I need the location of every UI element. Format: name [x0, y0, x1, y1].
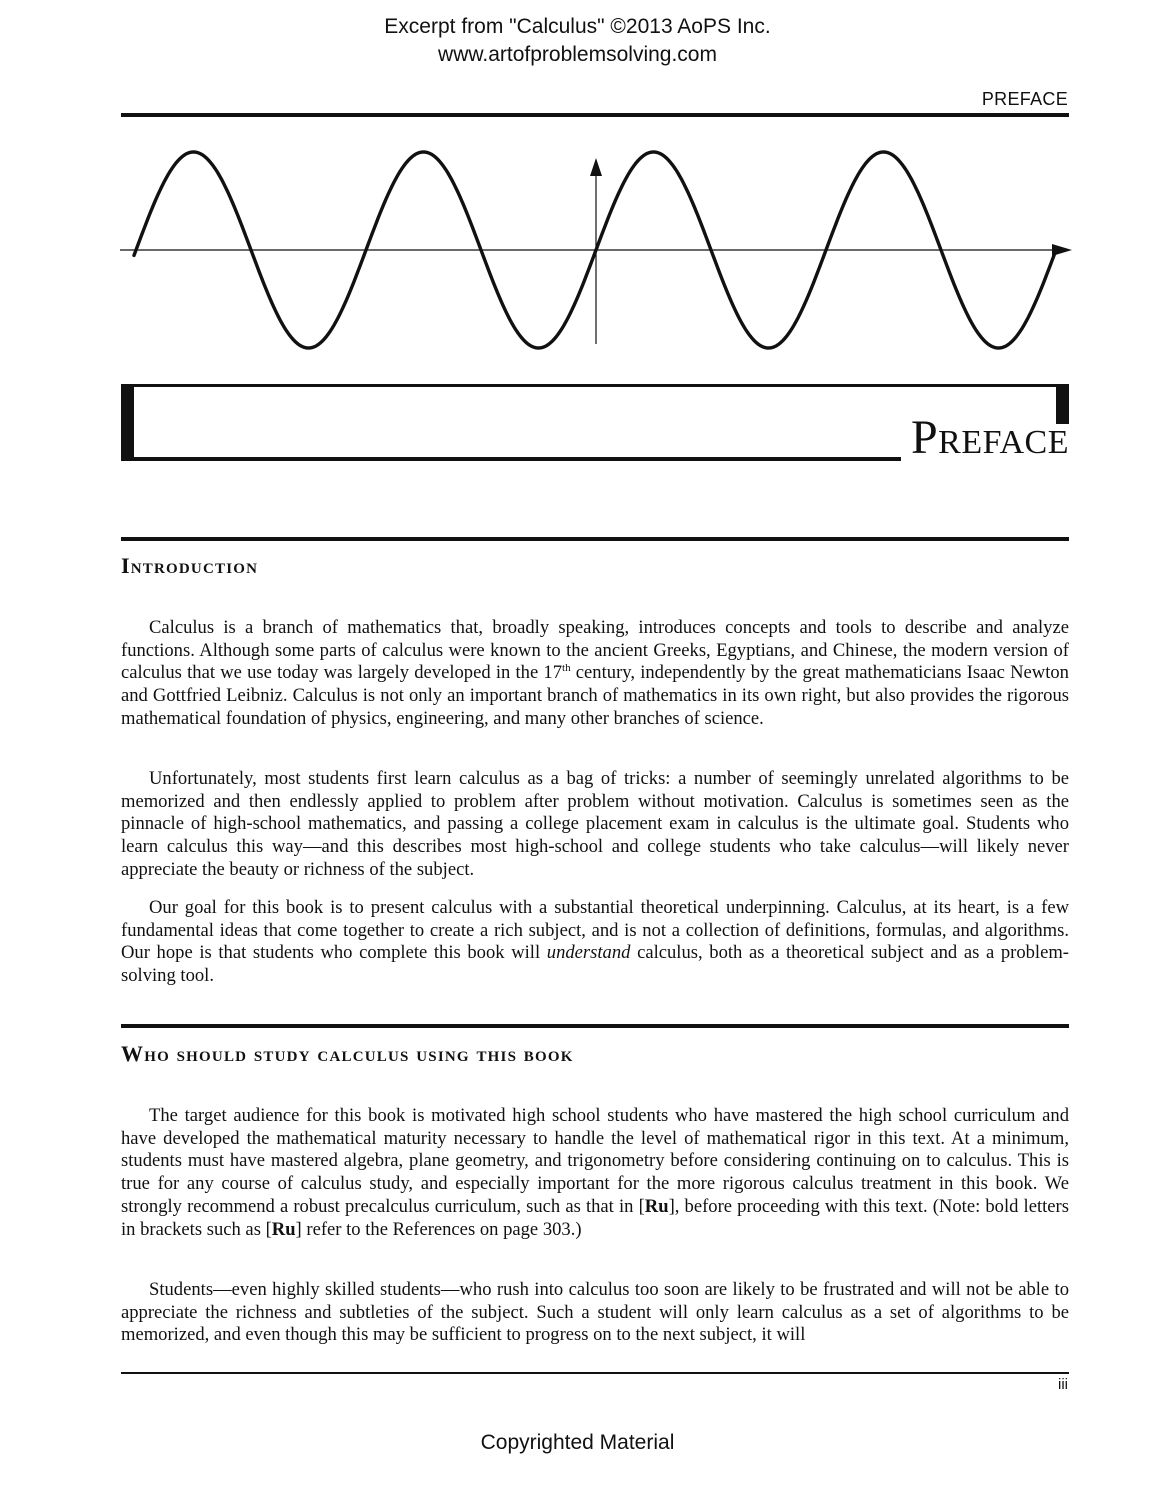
frame-top-line [121, 384, 1069, 387]
section-rule-introduction [121, 537, 1069, 541]
superscript: th [562, 662, 571, 675]
paragraph-text: ], before proceeding with this text. (Note: bold letters in brackets such as [ [121, 1195, 1069, 1240]
page-number: iii [1058, 1376, 1068, 1393]
y-axis-arrowhead [590, 158, 602, 176]
reference-citation: Ru [644, 1195, 669, 1217]
frame-bottom-line [121, 457, 901, 461]
paragraph-text: Our goal for this book is to present calculus with a substantial theoretical underpinning. Calculus, at its heart, is a few fundamental ideas that come together to create a rich subject, and is not a collection of definitions, formulas, and algorithms. Our hope is that students who complete this book will [121, 897, 1069, 964]
emphasized-word: understand [546, 942, 631, 964]
section-rule-audience [121, 1024, 1069, 1028]
reference-citation: Ru [271, 1218, 296, 1240]
copyright-notice: Copyrighted Material [480, 1431, 675, 1454]
running-head: PREFACE [981, 89, 1068, 109]
sine-wave-figure [118, 150, 1078, 355]
intro-paragraph-3 [121, 897, 1069, 988]
excerpt-notice: Excerpt from "Calculus" ©2013 AoPS Inc. [384, 15, 771, 38]
paragraph-text: century, independently by the great mathematicians Isaac Newton and Gottfried Leibniz. Calculus is not only an important branch of mathematics in its own right, but also provides the rigorous mathematical foundation of physics, engineering, and many other branches of science. [121, 662, 1069, 729]
paragraph-text: calculus, both as a theoretical subject and as a problem-solving tool. [121, 942, 1069, 987]
chapter-title: Preface [910, 411, 1069, 464]
header-rule [121, 113, 1069, 117]
intro-paragraph-2: Unfortunately, most students first learn calculus as a bag of tricks: a number of seemingly unrelated algorithms to be memorized and then endlessly applied to problem after problem without motivation. Calculus is sometimes seen as the pinnacle of high-school mathematics, and passing a college placement exam in calculus is the ultimate goal. Students who learn calculus this way—and this describes most high-school and college students who take calculus—will likely never appreciate the beauty or richness of the subject. [121, 768, 1069, 880]
audience-paragraph-1 [121, 1105, 1069, 1241]
paragraph-text: The target audience for this book is motivated high school students who have mastered the high school curriculum and have developed the mathematical maturity necessary to handle the level of mathematical rigor in this text. At a minimum, students must have mastered algebra, plane geometry, and trigonometry before considering continuing on to calculus. This is true for any course of calculus study, and especially important for the more rigorous calculus treatment in this book. We strongly recommend a robust precalculus curriculum, such as that in [ [121, 1105, 1069, 1217]
section-heading-introduction: Introduction [121, 553, 259, 578]
excerpt-website: www.artofproblemsolving.com [438, 43, 717, 66]
audience-paragraph-2: Students—even highly skilled students—who rush into calculus too soon are likely to be frustrated and will not be able to appreciate the richness and subtleties of the subject. Such a student will only learn calculus as a set of algorithms to be memorized, and even though this may be sufficient to progress on to the next subject, it will [121, 1279, 1069, 1346]
frame-left-bar [121, 384, 134, 461]
intro-paragraph-1 [121, 617, 1069, 731]
section-heading-audience: Who should study calculus using this book [121, 1041, 574, 1066]
footer-rule [121, 1372, 1069, 1374]
paragraph-text: Calculus is a branch of mathematics that, broadly speaking, introduces concepts and tools to describe and analyze functions. Although some parts of calculus were known to the ancient Greeks, Egyptians, and Chinese, the modern version of calculus that we use today was largely developed in the 17 [121, 617, 1069, 684]
chapter-title-frame [121, 384, 1069, 464]
paragraph-text: ] refer to the References on page 303.) [295, 1218, 582, 1240]
